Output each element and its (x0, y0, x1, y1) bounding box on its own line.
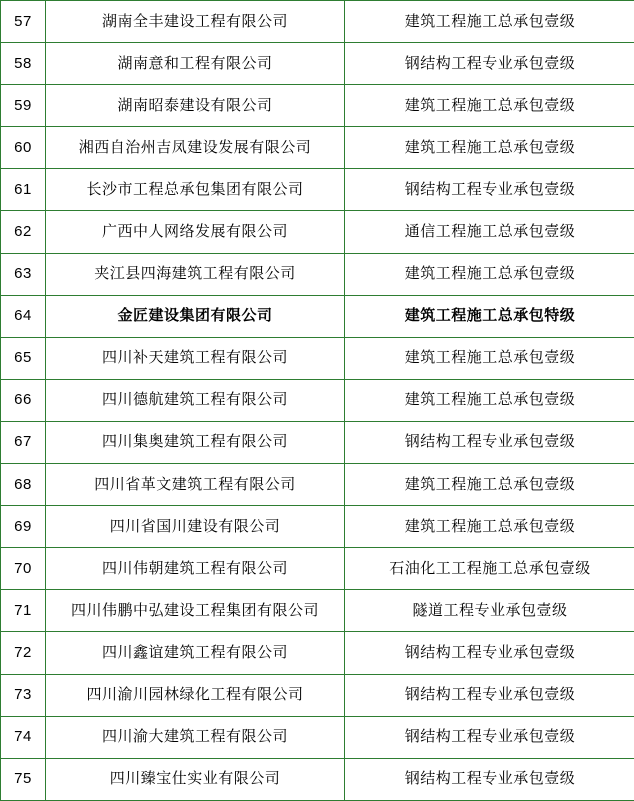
table-row (1, 85, 634, 127)
qualification-cell: 钢结构工程专业承包壹级 (345, 43, 634, 85)
row-index-cell: 61 (1, 169, 46, 211)
row-index-cell: 67 (1, 421, 46, 463)
qualification-cell: 建筑工程施工总承包壹级 (345, 464, 634, 506)
qualification-cell: 建筑工程施工总承包壹级 (345, 253, 634, 295)
company-name-cell: 四川伟鹏中弘建设工程集团有限公司 (46, 590, 345, 632)
table-row (1, 127, 634, 169)
company-name-cell: 四川省革文建筑工程有限公司 (46, 464, 345, 506)
qualification-cell: 建筑工程施工总承包壹级 (345, 506, 634, 548)
company-name-cell: 夹江县四海建筑工程有限公司 (46, 253, 345, 295)
row-index-cell: 73 (1, 674, 46, 716)
qualification-cell: 建筑工程施工总承包壹级 (345, 379, 634, 421)
table-row (1, 169, 634, 211)
row-index-cell: 62 (1, 211, 46, 253)
table-row (1, 590, 634, 632)
company-name-cell: 四川渝川园林绿化工程有限公司 (46, 674, 345, 716)
company-name-cell: 金匠建设集团有限公司 (46, 295, 345, 337)
row-index-cell: 68 (1, 464, 46, 506)
table-row (1, 337, 634, 379)
row-index-cell: 75 (1, 758, 46, 800)
table-row (1, 211, 634, 253)
row-index-cell: 63 (1, 253, 46, 295)
row-index-cell: 72 (1, 632, 46, 674)
qualification-cell: 钢结构工程专业承包壹级 (345, 169, 634, 211)
qualification-cell: 钢结构工程专业承包壹级 (345, 632, 634, 674)
company-name-cell: 长沙市工程总承包集团有限公司 (46, 169, 345, 211)
company-name-cell: 湖南昭泰建设有限公司 (46, 85, 345, 127)
row-index-cell: 70 (1, 548, 46, 590)
qualification-cell: 通信工程施工总承包壹级 (345, 211, 634, 253)
row-index-cell: 57 (1, 1, 46, 43)
company-name-cell: 四川渝大建筑工程有限公司 (46, 716, 345, 758)
company-name-cell: 四川臻宝仕实业有限公司 (46, 758, 345, 800)
row-index-cell: 65 (1, 337, 46, 379)
qualification-cell: 隧道工程专业承包壹级 (345, 590, 634, 632)
qualification-cell: 建筑工程施工总承包壹级 (345, 127, 634, 169)
company-name-cell: 四川德航建筑工程有限公司 (46, 379, 345, 421)
company-name-cell: 四川鑫谊建筑工程有限公司 (46, 632, 345, 674)
table-row (1, 1, 634, 43)
table-row (1, 464, 634, 506)
qualification-cell: 钢结构工程专业承包壹级 (345, 674, 634, 716)
row-index-cell: 60 (1, 127, 46, 169)
table-row (1, 674, 634, 716)
qualification-cell: 建筑工程施工总承包壹级 (345, 337, 634, 379)
row-index-cell: 69 (1, 506, 46, 548)
table-row (1, 295, 634, 337)
row-index-cell: 59 (1, 85, 46, 127)
company-name-cell: 四川伟朝建筑工程有限公司 (46, 548, 345, 590)
table-row (1, 421, 634, 463)
table-row (1, 379, 634, 421)
qualification-cell: 建筑工程施工总承包壹级 (345, 85, 634, 127)
company-name-cell: 湘西自治州吉凤建设发展有限公司 (46, 127, 345, 169)
company-name-cell: 湖南全丰建设工程有限公司 (46, 1, 345, 43)
table-row (1, 253, 634, 295)
table-row (1, 632, 634, 674)
company-name-cell: 湖南意和工程有限公司 (46, 43, 345, 85)
qualification-cell: 建筑工程施工总承包特级 (345, 295, 634, 337)
company-name-cell: 广西中人网络发展有限公司 (46, 211, 345, 253)
company-name-cell: 四川集奥建筑工程有限公司 (46, 421, 345, 463)
qualification-cell: 建筑工程施工总承包壹级 (345, 1, 634, 43)
table-row (1, 43, 634, 85)
table-row (1, 758, 634, 800)
row-index-cell: 74 (1, 716, 46, 758)
company-name-cell: 四川补天建筑工程有限公司 (46, 337, 345, 379)
table-row (1, 716, 634, 758)
company-name-cell: 四川省国川建设有限公司 (46, 506, 345, 548)
row-index-cell: 58 (1, 43, 46, 85)
qualification-cell: 钢结构工程专业承包壹级 (345, 758, 634, 800)
row-index-cell: 71 (1, 590, 46, 632)
table-row (1, 506, 634, 548)
qualification-cell: 石油化工工程施工总承包壹级 (345, 548, 634, 590)
row-index-cell: 66 (1, 379, 46, 421)
qualification-cell: 钢结构工程专业承包壹级 (345, 421, 634, 463)
table-row (1, 548, 634, 590)
row-index-cell: 64 (1, 295, 46, 337)
qualification-cell: 钢结构工程专业承包壹级 (345, 716, 634, 758)
table-body (1, 1, 634, 801)
